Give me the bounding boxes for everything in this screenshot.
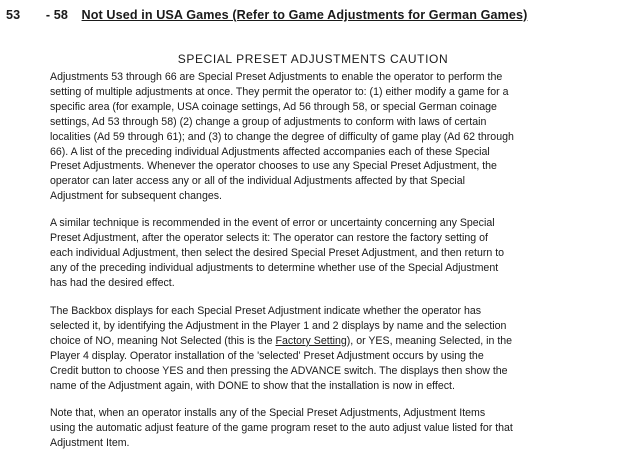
text-line: Credit button to choose YES and then pressing the ADVANCE switch. The displays then show the bbox=[50, 364, 508, 377]
paragraph-2 bbox=[50, 216, 582, 291]
text-line: The Backbox displays for each Special Preset Adjustment indicate whether the operator has bbox=[50, 305, 482, 317]
text-line: using the automatic adjust feature of the game program reset to the auto adjust value listed for that bbox=[50, 421, 513, 434]
paragraph-1 bbox=[50, 70, 582, 204]
adjustment-number: 53 bbox=[6, 8, 21, 22]
text-line: operator can later access any or all of the individual Adjustments affected by that Special bbox=[50, 175, 465, 188]
paragraph-3 bbox=[50, 304, 582, 393]
text-line: Preset Adjustments. Whenever the operator chooses to use any Special Preset Adjustment, the bbox=[50, 160, 497, 173]
text-line: each individual Adjustment, then select the desired Special Preset Adjustment, and then return to bbox=[50, 246, 505, 259]
text-fragment: ), or YES, meaning Selected, in the bbox=[346, 334, 513, 347]
text-line: setting of multiple adjustments at once. They permit the operator to: (1) either modify a game for a bbox=[50, 85, 509, 98]
paragraph-4 bbox=[50, 406, 582, 451]
text-line: 66). A list of the preceding individual Adjustments affected accompanies each of these Special bbox=[50, 145, 490, 158]
text-line: Adjustment Item. bbox=[50, 436, 130, 449]
adjustment-description: Not Used in USA Games (Refer to Game Adjustments for German Games) bbox=[81, 8, 528, 22]
text-fragment: choice of NO, meaning Not Selected (this is the bbox=[50, 334, 276, 347]
text-line: settings, Ad 53 through 58) (2) change a group of adjustments to conform with laws of certain bbox=[50, 115, 487, 128]
text-line: Preset Adjustment, after the operator selects it: The operator can restore the factory setting of bbox=[50, 231, 488, 244]
section-title: SPECIAL PRESET ADJUSTMENTS CAUTION bbox=[177, 52, 449, 66]
text-line: localities (Ad 59 through 61); and (3) to change the degree of difficulty of game play (Ad 62 through bbox=[50, 130, 514, 143]
adjustment-header bbox=[6, 8, 620, 22]
adjustment-range: - 58 bbox=[45, 8, 68, 22]
text-line bbox=[50, 334, 582, 349]
text-line: Adjustment for subsequent changes. bbox=[50, 190, 222, 203]
text-line: any of the preceding individual adjustments to determine whether use of the Special Adjustment bbox=[50, 261, 499, 274]
text-line: Note that, when an operator installs any of the Special Preset Adjustments, Adjustment Items bbox=[50, 407, 486, 419]
text-line: name of the Adjustment again, with DONE to show that the installation is now in effect. bbox=[50, 379, 455, 392]
text-line: selected it, by identifying the Adjustment in the Player 1 and 2 displays by name and the selection bbox=[50, 319, 507, 332]
text-line: Player 4 display. Operator installation of the 'selected' Preset Adjustment occurs by using the bbox=[50, 349, 484, 362]
factory-setting-term: Factory Setting bbox=[275, 334, 347, 347]
text-line: A similar technique is recommended in the event of error or uncertainty concerning any Special bbox=[50, 217, 495, 229]
text-line: specific area (for example, USA coinage settings, Ad 56 through 58, or special German coinage bbox=[50, 100, 497, 113]
text-line: has had the desired effect. bbox=[50, 276, 175, 289]
text-line: Adjustments 53 through 66 are Special Preset Adjustments to enable the operator to perform the bbox=[50, 71, 503, 83]
